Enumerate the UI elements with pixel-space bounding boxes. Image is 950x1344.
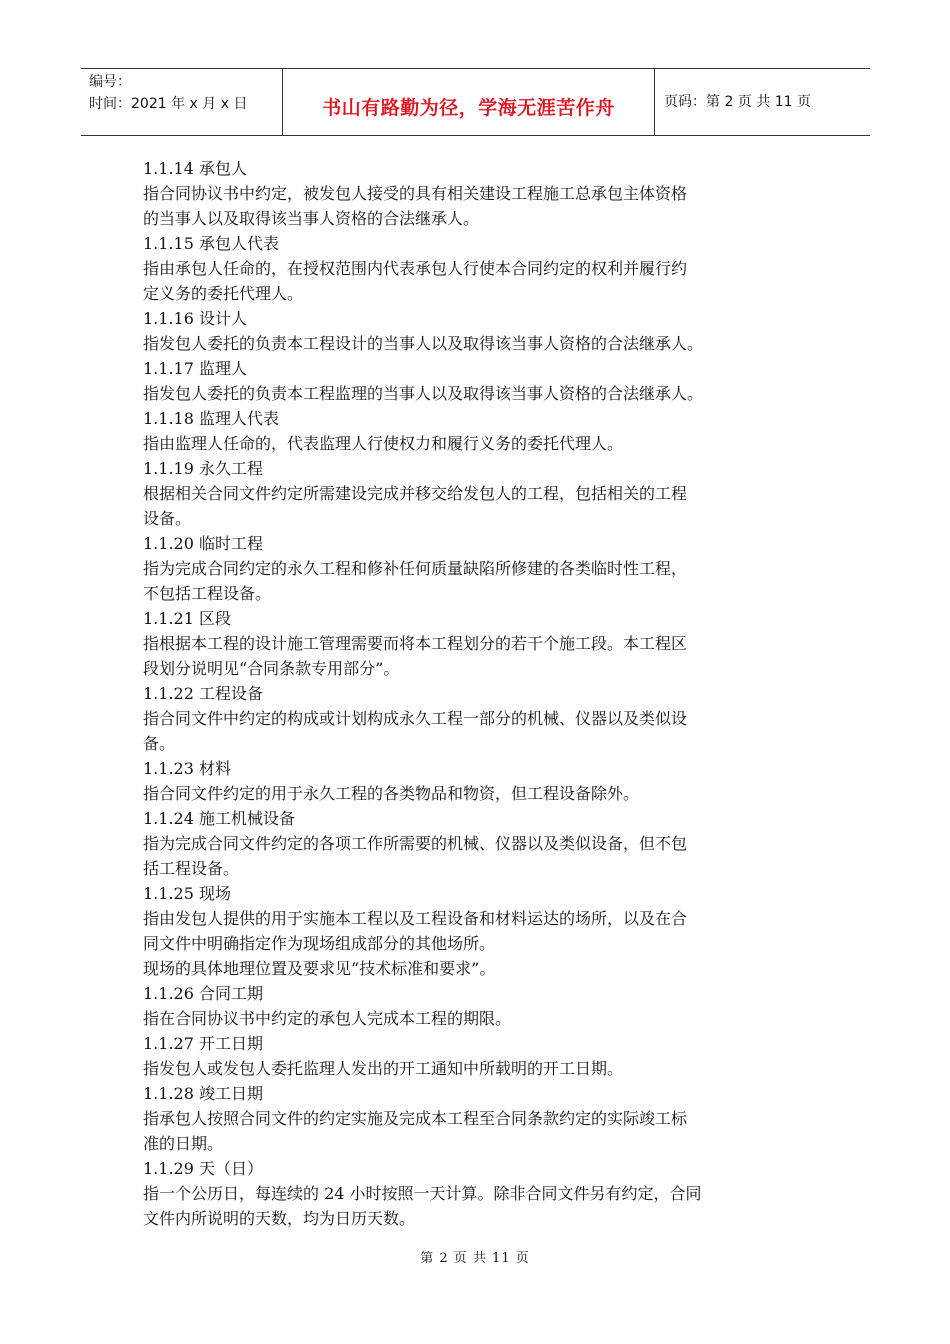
clause-heading: 1.1.19 永久工程 (143, 459, 263, 478)
clause-text: 指由发包人提供的用于实施本工程以及工程设备和材料运达的场所，以及在合 (143, 909, 688, 928)
clause-heading: 1.1.14 承包人 (143, 159, 247, 178)
clause-text: 指发包人或发包人委托监理人发出的开工通知中所载明的开工日期。 (143, 1059, 624, 1078)
clause-text: 定义务的委托代理人。 (143, 284, 304, 303)
clause-heading: 1.1.17 监理人 (143, 359, 247, 378)
clause-text: 同文件中明确指定作为现场组成部分的其他场所。 (143, 934, 496, 953)
clause-text: 现场的具体地理位置及要求见“技术标准和要求”。 (143, 959, 496, 978)
header-motto: 书山有路勤为径，学海无涯苦作舟 (322, 96, 615, 119)
clause-text: 指发包人委托的负责本工程设计的当事人以及取得该当事人资格的合法继承人。 (143, 334, 704, 353)
clause-text: 指在合同协议书中约定的承包人完成本工程的期限。 (143, 1009, 512, 1028)
clause-text: 指合同文件中约定的构成或计划构成永久工程一部分的机械、仪器以及类似设 (143, 709, 688, 728)
header-page-cell (655, 69, 870, 135)
header-motto-cell (282, 69, 655, 135)
header-page-number: 页码：第 2 页 共 11 页 (664, 94, 811, 110)
clause-text: 指由监理人任命的，代表监理人行使权力和履行义务的委托代理人。 (143, 434, 624, 453)
clause-heading: 1.1.21 区段 (143, 609, 231, 628)
clause-heading: 1.1.27 开工日期 (143, 1034, 263, 1053)
header-meta (81, 69, 282, 135)
clause-heading: 1.1.26 合同工期 (143, 984, 263, 1003)
clause-heading: 1.1.18 监理人代表 (143, 409, 279, 428)
clause-text: 指发包人委托的负责本工程监理的当事人以及取得该当事人资格的合法继承人。 (143, 384, 704, 403)
clause-heading: 1.1.15 承包人代表 (143, 234, 279, 253)
document-body (143, 156, 813, 1231)
clause-text: 指为完成合同文件约定的各项工作所需要的机械、仪器以及类似设备，但不包 (143, 834, 688, 853)
clause-text: 指合同文件约定的用于永久工程的各类物品和物资，但工程设备除外。 (143, 784, 640, 803)
clause-heading: 1.1.29 天（日） (143, 1159, 263, 1178)
clause-heading: 1.1.20 临时工程 (143, 534, 263, 553)
clause-text: 设备。 (143, 509, 192, 528)
clause-text: 备。 (143, 734, 176, 753)
clause-heading: 1.1.16 设计人 (143, 309, 247, 328)
clause-text: 括工程设备。 (143, 859, 240, 878)
clause-text: 根据相关合同文件约定所需建设完成并移交给发包人的工程，包括相关的工程 (143, 484, 688, 503)
document-date: 时间：2021 年 x 月 x 日 (89, 96, 248, 112)
clause-text: 的当事人以及取得该当事人资格的合法继承人。 (143, 209, 480, 228)
page-header (81, 68, 870, 136)
clause-text: 指根据本工程的设计施工管理需要而将本工程划分的若干个施工段。本工程区 (143, 634, 688, 653)
clause-text: 文件内所说明的天数，均为日历天数。 (143, 1209, 416, 1228)
clause-text: 段划分说明见“合同条款专用部分”。 (143, 659, 400, 678)
clause-heading: 1.1.22 工程设备 (143, 684, 263, 703)
clause-heading: 1.1.23 材料 (143, 759, 231, 778)
clause-text: 指一个公历日，每连续的 24 小时按照一天计算。除非合同文件另有约定，合同 (143, 1184, 702, 1203)
page-footer: 第 2 页 共 11 页 (420, 1251, 530, 1266)
clause-heading: 1.1.24 施工机械设备 (143, 809, 295, 828)
clause-text: 指由承包人任命的，在授权范围内代表承包人行使本合同约定的权利并履行约 (143, 259, 688, 278)
clause-text: 指承包人按照合同文件的约定实施及完成本工程至合同条款约定的实际竣工标 (143, 1109, 688, 1128)
clause-text: 不包括工程设备。 (143, 584, 272, 603)
clause-text: 指合同协议书中约定，被发包人接受的具有相关建设工程施工总承包主体资格 (143, 184, 688, 203)
document-number-label: 编号： (89, 74, 131, 90)
clause-text: 指为完成合同约定的永久工程和修补任何质量缺陷所修建的各类临时性工程， (143, 559, 688, 578)
clause-text: 准的日期。 (143, 1134, 224, 1153)
clause-heading: 1.1.25 现场 (143, 884, 231, 903)
clause-heading: 1.1.28 竣工日期 (143, 1084, 263, 1103)
